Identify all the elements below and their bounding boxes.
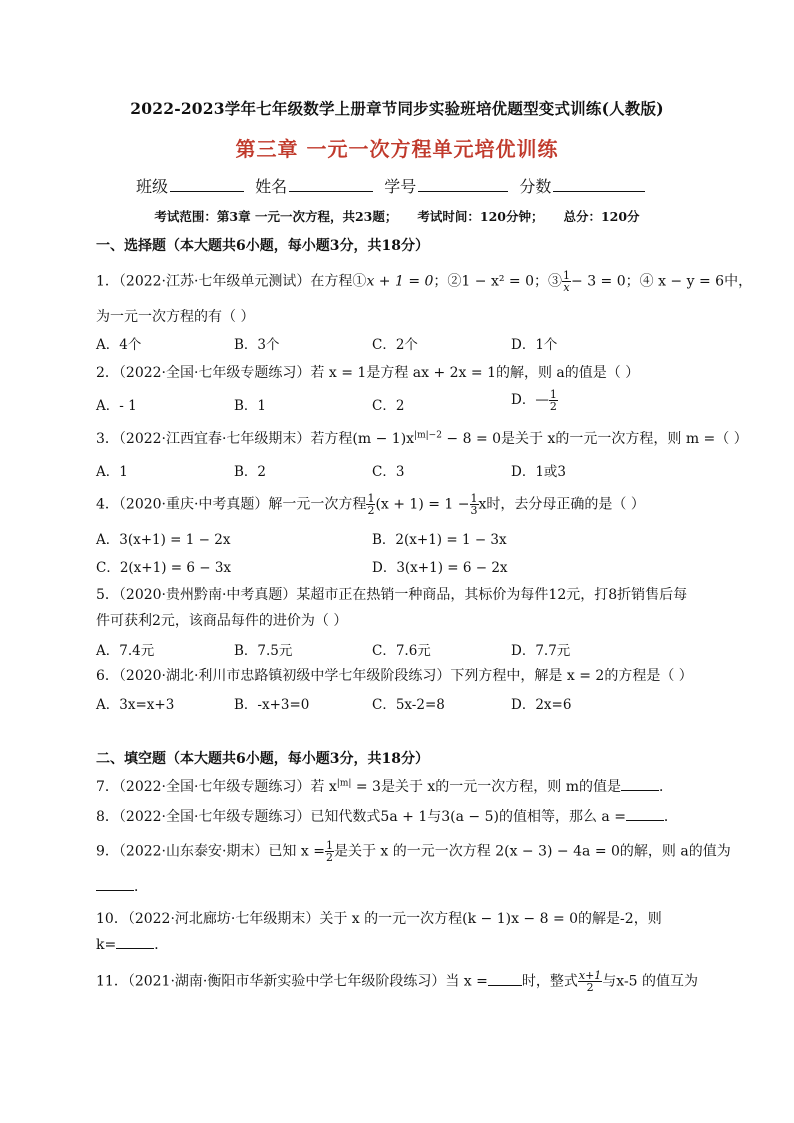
name-label: 姓名 <box>255 177 288 196</box>
q7-answer-blank[interactable] <box>621 778 659 791</box>
q5-line1: 5．（2020·贵州黔南·中考真题）某超市正在热销一种商品，其标价为每件12元，打8折销售后每 <box>96 587 688 603</box>
student-info-row <box>136 174 651 197</box>
q5-line2: 件可获利2元，该商品每件的进价为（ ） <box>96 613 348 629</box>
q3-line1: 3．（2022·江西宜春·七年级期末）若方程$(m - 1)x^{|m|-2} - 8 = 0$是关于 x的一元一次方程，则 m =（ ） <box>96 430 748 447</box>
q5-option-b: B．7.5元 <box>234 643 293 659</box>
q8-line: 8．（2022·全国·七年级专题练习）已知代数式5a + 1与3(a − 5)的值相等，那么 a = ． <box>96 809 678 825</box>
exam-time: 考试时间：120分钟； <box>417 209 544 224</box>
id-blank[interactable] <box>418 177 508 192</box>
fraction: $\frac{1}{2}$ <box>325 839 333 864</box>
q3-option-c: C．3 <box>372 464 405 480</box>
q10-line1: 10．（2022·河北廊坊·七年级期末）关于 x 的一元一次方程(k − 1)x − 8 = 0的解是-2，则 <box>96 911 662 927</box>
score-label: 分数 <box>519 177 552 196</box>
fraction: $\frac{1}{3}$ <box>470 492 478 517</box>
fraction: $\frac{1}{x}$ <box>563 269 571 294</box>
chapter-subtitle: 第三章 一元一次方程单元培优训练 <box>235 137 559 161</box>
q4-option-b: B．2(x+1) = 1 − 3x <box>372 532 507 548</box>
exam-scope-line <box>0 207 794 225</box>
q5-option-c: C．7.6元 <box>372 643 431 659</box>
q6-line1: 6．（2020·湖北·利川市忠路镇初级中学七年级阶段练习）下列方程中，解是 x = 2的方程是（ ） <box>96 668 693 684</box>
q3-option-a: A．1 <box>96 464 128 480</box>
class-label: 班级 <box>136 177 169 196</box>
q3-option-b: B．2 <box>234 464 267 480</box>
q9-answer-blank[interactable] <box>96 878 134 891</box>
q1-line1: 1．（2022·江苏·七年级单元测试）在方程①x + 1 = 0；②1 − x² = 0；③ $\frac{1}{x}$ − 3 = 0；④ x − y = 6中， <box>96 269 753 294</box>
q5-option-a: A．7.4元 <box>96 643 155 659</box>
fraction: $\frac{1}{2}$ <box>367 492 375 517</box>
q4-option-a: A．3(x+1) = 1 − 2x <box>96 532 231 548</box>
class-blank[interactable] <box>170 177 244 192</box>
q1-option-b: B．3个 <box>234 337 280 353</box>
q5-option-d: D．7.7元 <box>511 643 571 659</box>
fraction: $\frac{x+1}{2}$ <box>578 969 602 994</box>
q6-option-c: C．5x-2=8 <box>372 697 445 713</box>
q2-line1: 2．（2022·全国·七年级专题练习）若 x = 1是方程 ax + 2x = 1的解，则 a的值是（ ） <box>96 365 640 381</box>
q10-answer-blank[interactable] <box>116 936 154 949</box>
q11-line1: 11．（2021·湖南·衡阳市华新实验中学七年级阶段练习）当 x = 时，整式 $\frac{x+1}{2}$ 与x-5 的值互为 <box>96 969 699 994</box>
q1-option-a: A．4个 <box>96 337 142 353</box>
q7-line: 7．（2022·全国·七年级专题练习）若 $x^{|m|} = 3$是关于 x的一元一次方程，则 m的值是 ． <box>96 778 674 795</box>
q2-option-c: C．2 <box>372 398 405 414</box>
q11-answer-blank[interactable] <box>488 973 522 986</box>
q1-line2: 为一元一次方程的有（ ） <box>96 309 255 325</box>
section1-heading: 一、选择题（本大题共6小题，每小题3分，共18分） <box>96 238 429 254</box>
fraction: $\frac{1}{2}$ <box>549 388 557 413</box>
q6-option-d: D．2x=6 <box>511 697 572 713</box>
q3-option-d: D．1或3 <box>511 464 567 480</box>
q10-line2: k= ． <box>96 937 169 953</box>
exam-total: 总分：120分 <box>563 209 640 224</box>
q9-line2: ． <box>96 876 148 896</box>
section2-heading: 二、填空题（本大题共6小题，每小题3分，共18分） <box>96 751 429 767</box>
q1-option-c: C．2个 <box>372 337 418 353</box>
id-label: 学号 <box>384 177 417 196</box>
q4-option-d: D．3(x+1) = 6 − 2x <box>372 560 508 576</box>
q1-option-d: D．1个 <box>511 337 558 353</box>
q2-option-d: D．— $\frac{1}{2}$ <box>511 388 557 413</box>
document-title: 2022-2023学年七年级数学上册章节同步实验班培优题型变式训练(人教版) <box>130 99 664 118</box>
q2-option-a: A．- 1 <box>96 398 137 414</box>
q4-option-c: C．2(x+1) = 6 − 3x <box>96 560 232 576</box>
name-blank[interactable] <box>289 177 373 192</box>
score-blank[interactable] <box>553 177 645 192</box>
q6-option-a: A．3x=x+3 <box>96 697 175 713</box>
q9-line1: 9．（2022·山东泰安·期末）已知 x = $\frac{1}{2}$ 是关于 x 的一元一次方程 2(x − 3) − 4a = 0的解，则 a的值为 <box>96 839 731 864</box>
q4-line1: 4．（2020·重庆·中考真题）解一元一次方程 $\frac{1}{2}$ (x + 1) = 1 − $\frac{1}{3}$ x时，去分母正确的是（ ） <box>96 492 645 517</box>
q6-option-b: B．-x+3=0 <box>234 697 310 713</box>
exam-scope: 考试范围：第3章 一元一次方程，共23题； <box>154 209 398 224</box>
q2-option-b: B．1 <box>234 398 267 414</box>
q8-answer-blank[interactable] <box>626 808 664 821</box>
